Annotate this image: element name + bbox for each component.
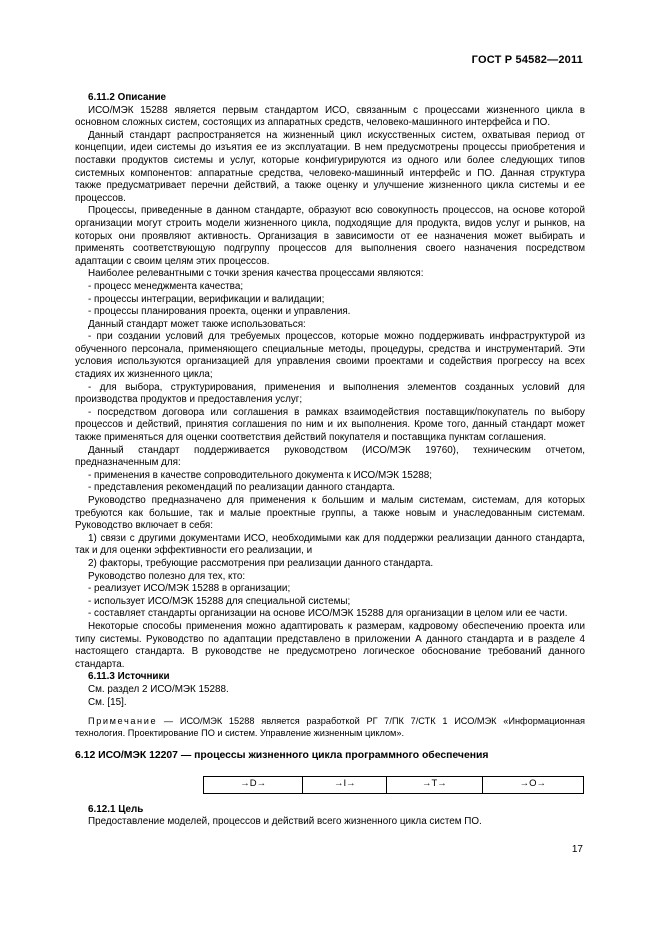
phase-cell-o: →O→	[482, 776, 583, 793]
list-item: 2) факторы, требующие рассмотрения при реализации данного стандарта.	[88, 557, 434, 569]
section-6-11-2-title: 6.11.2 Описание	[88, 92, 167, 103]
list-item: - реализует ИСО/МЭК 15288 в организации;	[88, 583, 291, 595]
paragraph: Руководство полезно для тех, кто:	[88, 570, 246, 582]
lifecycle-phase-table	[203, 776, 584, 794]
paragraph: ИСО/МЭК 15288 является первым стандартом ИСО, связанным с процессами жизненного цикла в основном сложных систем, состоящих из аппаратных средств, человеко-машинного интерфейса и ПО.	[75, 104, 585, 129]
note	[75, 715, 585, 739]
paragraph: Предоставление моделей, процессов и действий всего жизненного цикла систем ПО.	[88, 816, 482, 828]
list-item: - процесс менеджмента качества;	[88, 280, 244, 292]
paragraph: Данный стандарт может также использоваться:	[88, 318, 306, 330]
list-item: - составляет стандарты организации на основе ИСО/МЭК 15288 для организации в целом или ее части.	[88, 608, 568, 620]
list-item: - посредством договора или соглашения в рамках взаимодействия поставщик/покупатель по выбору процессов и действий, принятия соглашения по ним и их выполнения. Кроме того, данный стандарт может также применяться для оценки соответствия действий покупателя и поставщика пунктам соглашения.	[75, 406, 585, 444]
list-item: - использует ИСО/МЭК 15288 для специальной системы;	[88, 595, 351, 607]
page-content	[75, 92, 585, 829]
paragraph: Некоторые способы применения можно адаптировать к размерам, кадровому обеспечению проекта или типу системы. Руководство по адаптации представлено в приложении А данного стандарта и в разделе 4 настоящего стандарта. В руководстве не предусмотрено логическое обоснование требований данного стандарта.	[75, 620, 585, 670]
table-row	[204, 776, 584, 793]
phase-cell-t: →T→	[387, 776, 482, 793]
paragraph: См. [15].	[88, 696, 127, 708]
paragraph: Процессы, приведенные в данном стандарте, образуют всю совокупность процессов, на основе которой организации могут строить модели жизненного цикла, подходящие для продукта, видов услуг и рынков, на которых они проявляют активность. Организация в зависимости от ее назначения может выбирать и применять соответствующую подгруппу процессов для выполнения своего назначения посредством адаптации с своим целям этих процессов.	[75, 205, 585, 267]
note-label: Примечание	[88, 716, 158, 727]
list-item: - процессы планирования проекта, оценки и управления.	[88, 306, 351, 318]
section-6-12-title: 6.12 ИСО/МЭК 12207 — процессы жизненного цикла программного обеспечения	[75, 750, 489, 762]
paragraph: Руководство предназначено для применения к большим и малым системам, системам, для которых требуются как большие, так и малые проектные группы, а также новым и унаследованным системам. Руководство включает в себя:	[75, 495, 585, 532]
list-item: - при создании условий для требуемых процессов, которые можно поддерживать инфраструктурой из обученного персонала, применяющего специальные методы, процедуры, средства и инструментарий. Эти условия используются организацией для управления своими проектами и содействия прогрессу на всех стадиях их жизненного цикла;	[75, 331, 585, 381]
list-item: - процессы интеграции, верификации и валидации;	[88, 293, 325, 305]
page-number: 17	[571, 844, 583, 855]
paragraph: См. раздел 2 ИСО/МЭК 15288.	[88, 683, 229, 695]
paragraph: Данный стандарт поддерживается руководством (ИСО/МЭК 19760), техническим отчетом, предназначенным для:	[75, 444, 585, 469]
paragraph: Наиболее релевантными с точки зрения качества процессами являются:	[88, 268, 424, 280]
phase-cell-i: →I→	[303, 776, 387, 793]
list-item: - применения в качестве сопроводительного документа к ИСО/МЭК 15288;	[88, 469, 432, 481]
note-text: — ИСО/МЭК 15288 является разработкой РГ 7/ПК 7/СТК 1 ИСО/МЭК «Информационная технология. Проектирование ПО и систем. Управление жизненным циклом».	[75, 716, 585, 739]
paragraph: Данный стандарт распространяется на жизненный цикл искусственных систем, охватывая период от концепции, идеи системы до изъятия ее из эксплуатации. В нем предусмотрены процессы приобретения и поставки продуктов системы и услуг, которые конфигурируются из одного или более следующих типов системных компонентов: аппаратные средства, человеко-машинный интерфейс и ПО. Данная структура также предусматривает перечни действий, а также оценку и улучшение жизненного цикла системы и ее процессов.	[75, 129, 585, 204]
document-id: ГОСТ Р 54582—2011	[471, 54, 583, 66]
list-item: 1) связи с другими документами ИСО, необходимыми как для поддержки реализации данного стандарта, так и для оценки эффективности его реализации, и	[75, 532, 585, 557]
phase-cell-d: →D→	[204, 776, 303, 793]
section-6-11-3-title: 6.11.3 Источники	[88, 671, 170, 683]
list-item: - для выбора, структурирования, применения и выполнения элементов созданных условий для производства продуктов и предоставления услуг;	[75, 381, 585, 406]
section-6-12-1-title: 6.12.1 Цель	[88, 803, 144, 815]
list-item: - представления рекомендаций по реализации данного стандарта.	[88, 482, 395, 494]
